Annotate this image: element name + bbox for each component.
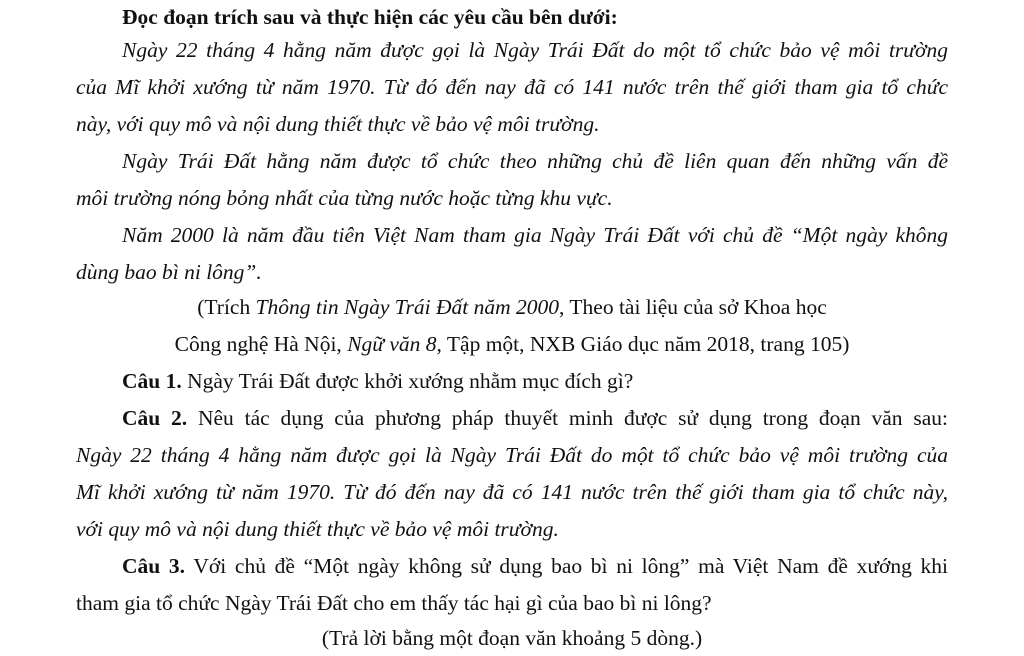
citation-text: Công nghệ Hà Nội, [174, 332, 348, 356]
passage-p3-line2: dùng bao bì ni lông”. [76, 260, 262, 284]
question-2-text: Nêu tác dụng của phương pháp thuyết minh được sử dụng trong đoạn văn sau: [187, 406, 948, 430]
question-2-quote-line1: Ngày 22 tháng 4 hằng năm được gọi là Ngày Trái Đất do một tổ chức bảo vệ môi trường của [76, 443, 948, 467]
passage-p2-line1: Ngày Trái Đất hằng năm được tổ chức theo những chủ đề liên quan đến những vấn đề [122, 149, 948, 173]
citation-source-title: Thông tin Ngày Trái Đất năm 2000 [255, 295, 560, 319]
question-2-label: Câu 2. [122, 406, 188, 430]
question-1 [122, 366, 633, 396]
question-3-label: Câu 3. [122, 554, 186, 578]
citation-book-title: Ngữ văn 8 [347, 332, 437, 356]
question-3-line2: tham gia tổ chức Ngày Trái Đất cho em thấy tác hại gì của bao bì ni lông? [76, 591, 712, 615]
answer-note: (Trả lời bằng một đoạn văn khoảng 5 dòng.) [321, 626, 703, 650]
citation-text: , Tập một, NXB Giáo dục năm 2018, trang 105) [436, 332, 850, 356]
question-3-text: Với chủ đề “Một ngày không sử dụng bao bì ni lông” mà Việt Nam đề xướng khi [185, 554, 948, 578]
passage-p1-line3: này, với quy mô và nội dung thiết thực về bảo vệ môi trường. [76, 112, 600, 136]
passage-p1-line2: của Mĩ khởi xướng từ năm 1970. Từ đó đến nay đã có 141 nước trên thế giới tham gia tổ chức [76, 75, 948, 99]
instruction-heading: Đọc đoạn trích sau và thực hiện các yêu cầu bên dưới: [122, 5, 618, 29]
citation-line1 [0, 292, 1024, 322]
question-2-quote-line3: với quy mô và nội dung thiết thực về bảo vệ môi trường. [76, 517, 559, 541]
passage-p2-line2: môi trường nóng bỏng nhất của từng nước hoặc từng khu vực. [76, 186, 613, 210]
question-1-text: Ngày Trái Đất được khởi xướng nhằm mục đích gì? [181, 369, 634, 393]
question-2-quote-line2: Mĩ khởi xướng từ năm 1970. Từ đó đến nay đã có 141 nước trên thế giới tham gia tổ chức này, [76, 480, 948, 504]
passage-p3-line1: Năm 2000 là năm đầu tiên Việt Nam tham gia Ngày Trái Đất với chủ đề “Một ngày không [122, 223, 948, 247]
citation-text: (Trích [197, 295, 256, 319]
question-3 [122, 551, 948, 581]
passage-p1-line1: Ngày 22 tháng 4 hằng năm được gọi là Ngày Trái Đất do một tổ chức bảo vệ môi trường [122, 38, 948, 62]
question-2 [122, 403, 948, 433]
question-1-label: Câu 1. [122, 369, 182, 393]
citation-text: , Theo tài liệu của sở Khoa học [559, 295, 827, 319]
citation-line2 [0, 329, 1024, 359]
